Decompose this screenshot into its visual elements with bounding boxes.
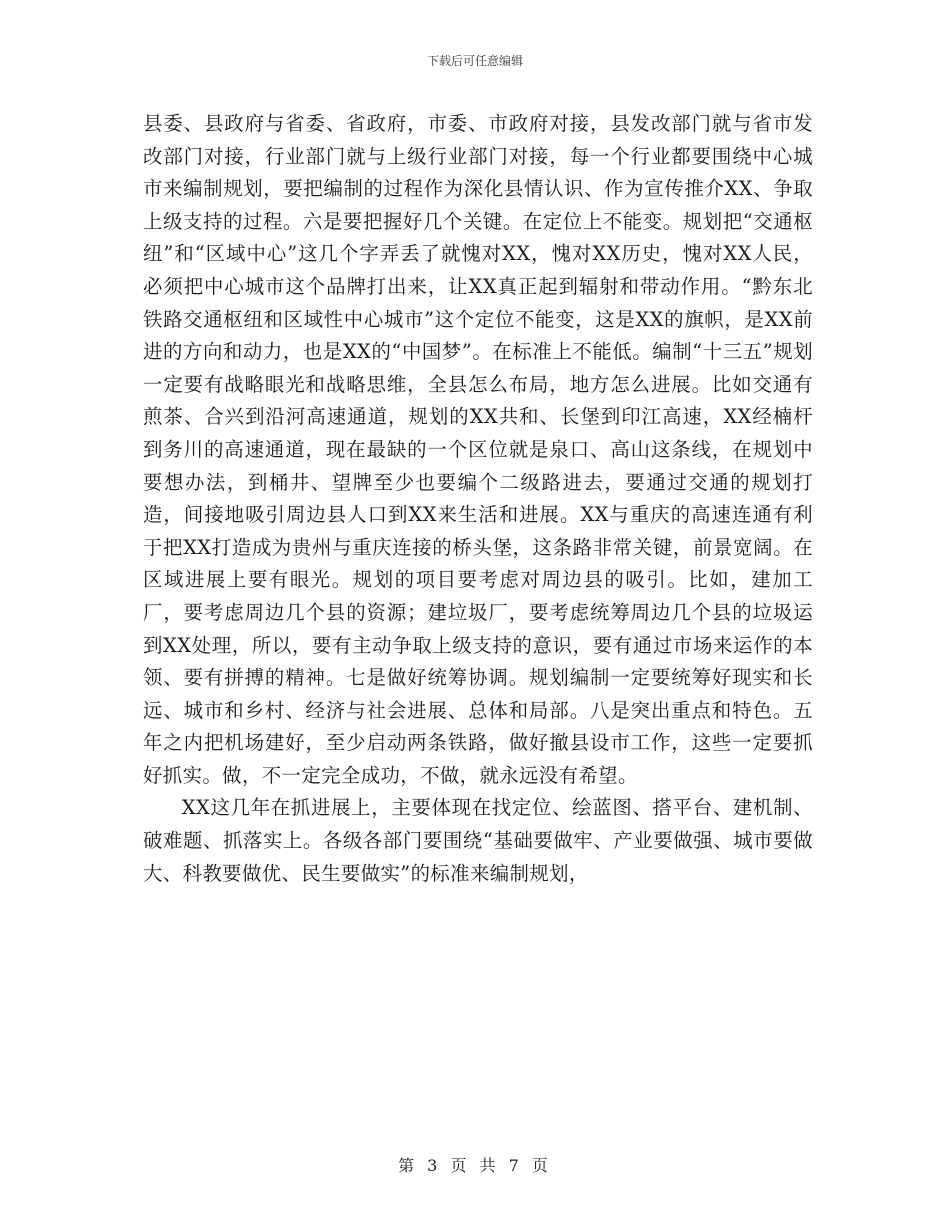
page-number: 第 3 页 共 7 页 <box>398 1156 552 1175</box>
document-body <box>143 108 813 890</box>
paragraph-1: 县委、县政府与省委、省政府，市委、市政府对接，县发改部门就与省市发改部门对接，行业部门就与上级行业部门对接，每一个行业都要围绕中心城市来编制规划，要把编制的过程作为深化县情认识、作为宣传推介XX、争取上级支持的过程。六是要把握好几个关键。在定位上不能变。规划把“交通枢纽”和“区域中心”这几个字弄丢了就愧对XX，愧对XX历史，愧对XX人民，必须把中心城市这个品牌打出来，让XX真正起到辐射和带动作用。“黔东北铁路交通枢纽和区域性中心城市”这个定位不能变，这是XX的旗帜，是XX前进的方向和动力，也是XX的“中国梦”。在标准上不能低。编制“十三五”规划一定要有战略眼光和战略思维，全县怎么布局，地方怎么进展。比如交通有煎茶、合兴到沿河高速通道，规划的XX共和、长堡到印江高速，XX经楠杆到务川的高速通道，现在最缺的一个区位就是泉口、高山这条线，在规划中要想办法，到桶井、望牌至少也要编个二级路进去，要通过交通的规划打造，间接地吸引周边县人口到XX来生活和进展。XX与重庆的高速连通有利于把XX打造成为贵州与重庆连接的桥头堡，这条路非常关键，前景宽阔。在区域进展上要有眼光。规划的项目要考虑对周边县的吸引。比如，建加工厂，要考虑周边几个县的资源；建垃圾厂，要考虑统筹周边几个县的垃圾运到XX处理，所以，要有主动争取上级支持的意识，要有通过市场来运作的本领、要有拼搏的精神。七是做好统筹协调。规划编制一定要统筹好现实和长远、城市和乡村、经济与社会进展、总体和局部。八是突出重点和特色。五年之内把机场建好，至少启动两条铁路，做好撤县设市工作，这些一定要抓好抓实。做，不一定完全成功，不做，就永远没有希望。 <box>143 112 813 787</box>
paragraph-2: XX这几年在抓进展上，主要体现在找定位、绘蓝图、搭平台、建机制、破难题、抓落实上。各级各部门要围绕“基础要做牢、产业要做强、城市要做大、科教要做优、民生要做实”的标准来编制规划， <box>143 796 813 885</box>
page-header: 下载后可任意编辑 <box>426 54 523 68</box>
